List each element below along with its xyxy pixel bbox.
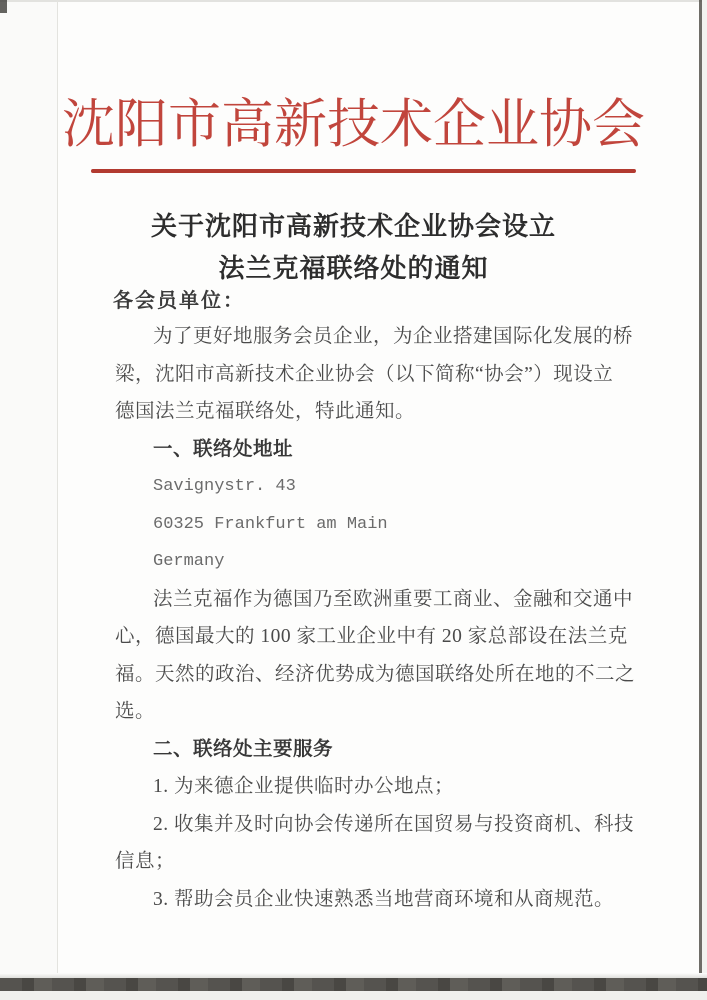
scan-bottom-strip [0,991,707,1000]
letterhead-rule [91,169,636,173]
document-title [0,206,707,290]
frankfurt-paragraph-line: 心，德国最大的 100 家工业企业中有 20 家总部设在法兰克 [115,626,628,647]
service-item-2-line: 2. 收集并及时向协会传递所在国贸易与投资商机、科技 [153,813,635,835]
section-2-heading: 二、联络处主要服务 [153,738,334,760]
scan-top-edge [0,0,707,2]
service-item-2-line: 信息； [115,851,176,872]
letterhead-title: 沈阳市高新技术企业协会 [62,96,645,154]
intro-paragraph-line: 德国法兰克福联络处，特此通知。 [115,401,416,422]
address-country: Germany [153,552,225,571]
intro-paragraph-line: 梁，沈阳市高新技术企业协会（以下简称“协会”）现设立 [115,363,614,385]
scan-corner-mark [0,0,7,13]
scan-bottom-band [0,978,707,991]
document-title-line-1: 关于沈阳市高新技术企业协会设立 [150,212,556,241]
document-title-line-2: 法兰克福联络处的通知 [218,254,489,283]
address-city: 60325 Frankfurt am Main [153,514,388,534]
frankfurt-paragraph-line: 福。天然的政治、经济优势成为德国联络处所在地的不二之 [115,663,636,685]
service-item-3: 3. 帮助会员企业快速熟悉当地营商环境和从商规范。 [153,888,615,910]
address-street: Savignystr. 43 [153,477,296,496]
frankfurt-paragraph-line: 选。 [115,701,156,722]
service-item-1: 1. 为来德企业提供临时办公地点； [153,776,455,797]
salutation: 各会员单位： [113,290,245,312]
intro-paragraph-line: 为了更好地服务会员企业，为企业搭建国际化发展的桥 [153,326,634,347]
frankfurt-paragraph-line: 法兰克福作为德国乃至欧洲重要工商业、金融和交通中 [153,588,634,610]
section-1-heading: 一、联络处地址 [153,438,294,460]
notice-body [115,318,636,918]
